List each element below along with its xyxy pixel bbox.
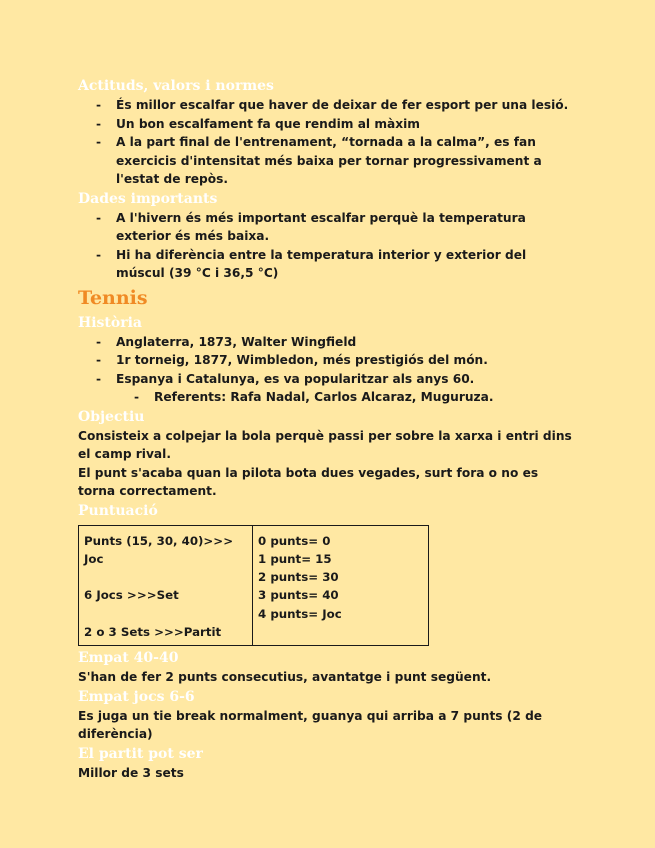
table-line: 6 Jocs >>>Set (84, 588, 179, 603)
tennis-title: Tennis (78, 286, 148, 309)
historia-list (78, 333, 577, 407)
paragraph: Es juga un tie break normalment, guanya qui arriba a 7 punts (2 de diferència) (78, 708, 543, 742)
section-heading-partit: El partit pot ser (78, 745, 203, 762)
list-item: - A l'hivern és més important escalfar perquè la temperatura exterior és més baixa. (96, 209, 577, 246)
section-heading-actituds: Actituds, valors i normes (78, 78, 274, 94)
list-subitem: - Referents: Rafa Nadal, Carlos Alcaraz, Muguruza. (134, 388, 577, 407)
section-heading-objectiu: Objectiu (78, 408, 145, 425)
table-line: 2 o 3 Sets >>>Partit (84, 624, 222, 639)
list-item: - Un bon escalfament fa que rendim al màxim (96, 115, 577, 134)
list-item: - És millor escalfar que haver de deixar de fer esport per una lesió. (96, 96, 577, 115)
paragraph: Millor de 3 sets (78, 765, 184, 780)
section-heading-empat66: Empat jocs 6-6 (78, 688, 195, 705)
table-cell-left (79, 525, 253, 646)
list-item: - Espanya i Catalunya, es va popularitzar als anys 60. (96, 370, 577, 389)
list-item: - Hi ha diferència entre la temperatura interior y exterior del múscul (39 °C i 36,5 °C) (96, 246, 577, 283)
dades-list (78, 209, 577, 283)
paragraph: S'han de fer 2 punts consecutius, avantatge i punt següent. (78, 670, 492, 685)
paragraph: El punt s'acaba quan la pilota bota dues vegades, surt fora o no es torna correctament. (78, 465, 539, 498)
scoring-table (78, 525, 429, 647)
list-item: - A la part final de l'entrenament, “tornada a la calma”, es fan exercicis d'intensitat més baixa per tornar progressivament a l'estat de repòs. (96, 133, 577, 189)
table-line: 0 punts= 0 (258, 533, 331, 548)
actituds-list (78, 96, 577, 189)
table-line: Punts (15, 30, 40)>>> Joc (84, 533, 234, 566)
paragraph: Consisteix a colpejar la bola perquè passi per sobre la xarxa i entri dins el camp rival. (78, 428, 572, 461)
list-item: - Anglaterra, 1873, Walter Wingfield (96, 333, 577, 352)
table-line: 2 punts= 30 (258, 570, 339, 585)
section-heading-dades: Dades importants (78, 190, 218, 207)
table-line: 3 punts= 40 (258, 588, 339, 603)
section-heading-puntuacio: Puntuació (78, 502, 158, 519)
section-heading-empat40: Empat 40-40 (78, 650, 179, 667)
table-row (79, 525, 429, 646)
table-line: 1 punt= 15 (258, 551, 332, 566)
list-item: - 1r torneig, 1877, Wimbledon, més prestigiós del món. (96, 351, 577, 370)
table-cell-right (253, 525, 429, 646)
section-heading-historia: Història (78, 314, 142, 331)
table-line: 4 punts= Joc (258, 606, 342, 621)
